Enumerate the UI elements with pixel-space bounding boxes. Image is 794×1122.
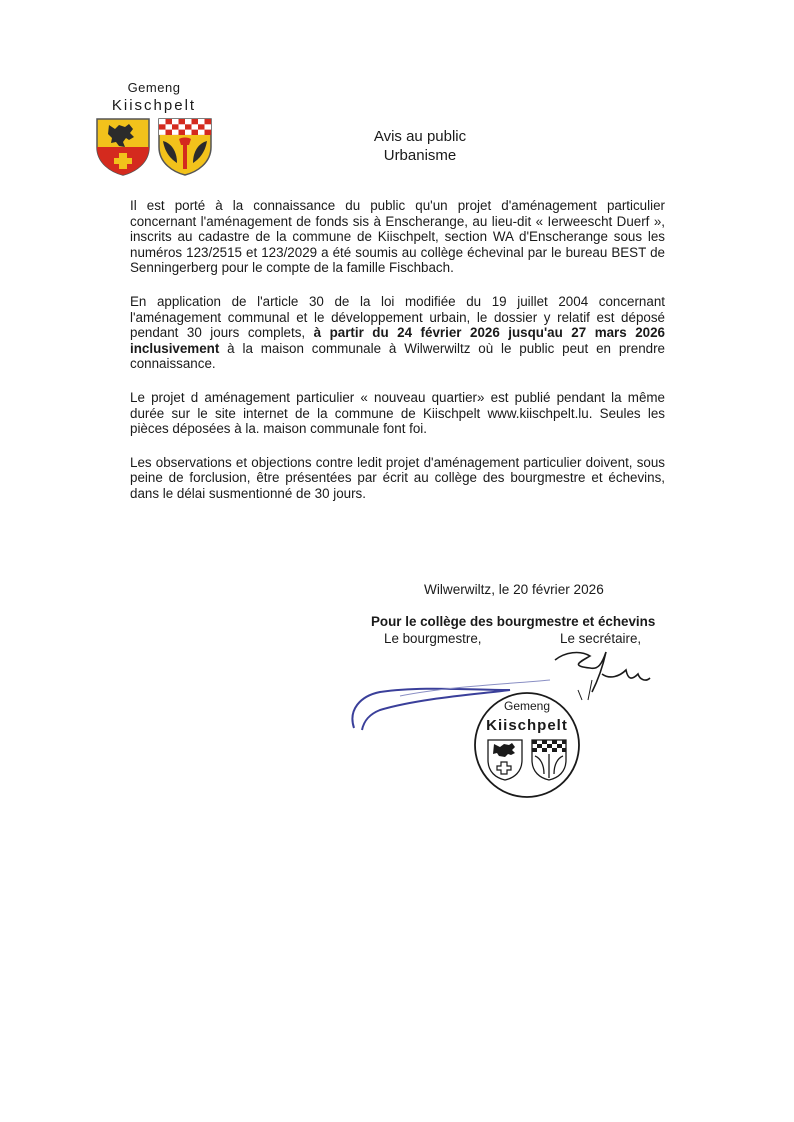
notice-body [130, 198, 665, 520]
logo-label: Gemeng [127, 80, 181, 95]
coat-of-arms-left-icon [95, 117, 151, 177]
paragraph-objections: Les observations et objections contre ledit projet d'aménagement particulier doivent, sous peine de forclusion, être présentées par écrit au collège des bourgmestre et échevins, dans le délai susmentionné de 30 jours. [130, 454, 665, 501]
stamp-label: Gemeng [503, 699, 551, 713]
stamp-name: Kiischpelt [486, 717, 568, 734]
paragraph-publication: Le projet d aménagement particulier « nouveau quartier» est publié pendant la même durée sur le site internet de la commune de Kiischpelt www.kiischpelt.lu. Seules les pièces déposées à la. maison communale font foi. [130, 389, 665, 437]
logo-name: Kiischpelt [111, 97, 197, 114]
notice-heading [300, 127, 540, 165]
mayor-role: Le bourgmestre, [384, 631, 482, 646]
paragraph-project: Il est porté à la connaissance du public qu'un projet d'aménagement particulier concernant l'aménagement de fonds sis à Enscherange, au lieu-dit « Ierweescht Duerf », inscrits au cadastre de la commune de Kiischpelt, section WA d'Enscherange sous les numéros 123/2515 et 123/2029 a été soumis au collège échevinal par le bureau BEST de Senningerberg pour le compte de la famille Fischbach. [130, 198, 665, 276]
college-line: Pour le collège des bourgmestre et échevins [371, 614, 656, 629]
notice-title: Avis au public [373, 128, 467, 145]
deposit-text-start: En application de l'article 30 de la loi modifiée du 19 juillet 2004 concernant l'aménagement communal et le développement urbain, le dossier y relatif est déposé pendant 30 jours complets, [130, 293, 665, 341]
deposit-period: à partir du 24 février 2026 jusqu'au 27 mars 2026 inclusivement [130, 325, 665, 356]
secretary-signature [555, 652, 650, 692]
notice-subtitle: Urbanisme [383, 147, 457, 164]
secretary-role: Le secrétaire, [560, 631, 642, 646]
official-stamp [470, 690, 585, 800]
deposit-text-end: à la maison communale à Wilwerwiltz où le public peut en prendre connaissance. [130, 340, 665, 372]
municipality-logo [94, 80, 214, 177]
paragraph-deposit [130, 294, 665, 372]
place-date: Wilwerwiltz, le 20 février 2026 [424, 582, 604, 597]
coat-of-arms-right-icon [157, 117, 213, 177]
